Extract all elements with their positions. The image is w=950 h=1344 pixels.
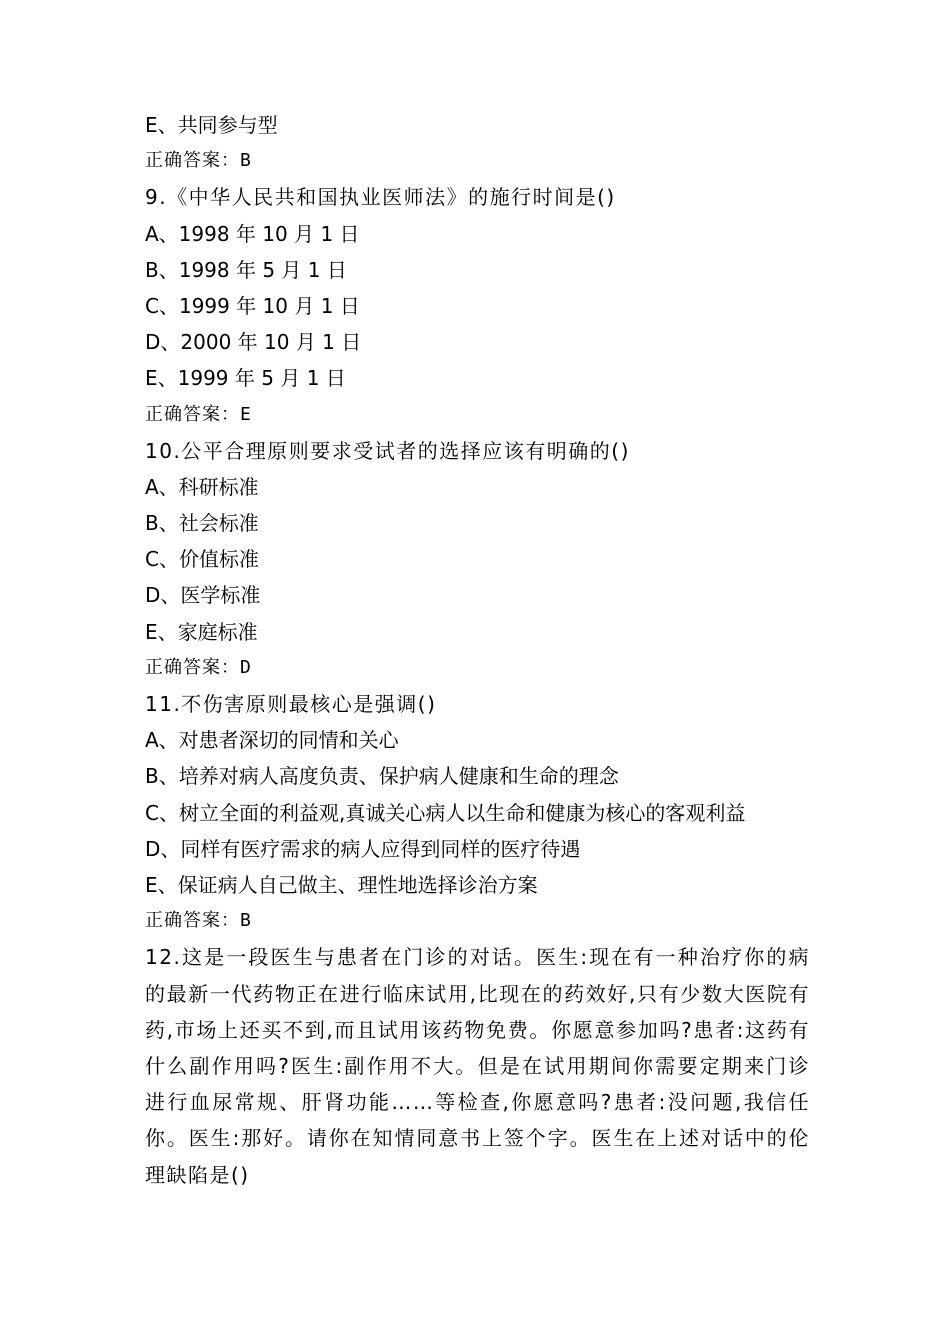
option-line: C、树立全面的利益观,真诚关心病人以生命和健康为核心的客观利益: [145, 800, 746, 825]
answer-line: 正确答案：E: [145, 403, 252, 425]
answer-line: 正确答案：B: [145, 910, 252, 932]
question-line: 9.《中华人民共和国执业医师法》的施行时间是(): [145, 185, 616, 210]
option-line: E、保证病人自己做主、理性地选择诊治方案: [145, 872, 538, 897]
question-paragraph: 12.这是一段医生与患者在门诊的对话。医生:现在有一种治疗你的病的最新一代药物正在进行临床试用,比现在的药效好,只有少数大医院有药,市场上还买不到,而且试用该药物免费。你愿意参加吗?患者:这药有什么副作用吗?医生:副作用不大。但是在试用期间你需要定期来门诊进行血尿常规、肝肾功能……等检查,你愿意吗?患者:没问题,我信任你。医生:那好。请你在知情同意书上签个字。医生在上述对话中的伦理缺陷是(): [145, 945, 810, 1187]
question-line: 11.不伤害原则最核心是强调(): [145, 692, 437, 716]
option-line: C、1999 年 10 月 1 日: [145, 293, 360, 318]
option-line: C、价值标准: [145, 547, 259, 572]
option-line: B、社会标准: [145, 511, 259, 536]
option-line: B、1998 年 5 月 1 日: [145, 257, 347, 282]
option-line: A、对患者深切的同情和关心: [145, 728, 399, 753]
option-line: A、科研标准: [145, 474, 259, 499]
option-line: D、2000 年 10 月 1 日: [145, 330, 362, 355]
document-page: [145, 107, 810, 1193]
option-line: D、同样有医疗需求的病人应得到同样的医疗待遇: [145, 836, 581, 861]
option-line: E、1999 年 5 月 1 日: [145, 366, 346, 391]
answer-line: 正确答案：B: [145, 150, 252, 172]
option-line: E、家庭标准: [145, 619, 258, 644]
answer-line: 正确答案：D: [145, 656, 252, 678]
question-line: 10.公平合理原则要求受试者的选择应该有明确的(): [145, 438, 630, 463]
option-line: D、医学标准: [145, 583, 261, 608]
option-line: B、培养对病人高度负责、保护病人健康和生命的理念: [145, 764, 619, 789]
option-line: E、共同参与型: [145, 113, 278, 137]
option-line: A、1998 年 10 月 1 日: [145, 221, 360, 246]
